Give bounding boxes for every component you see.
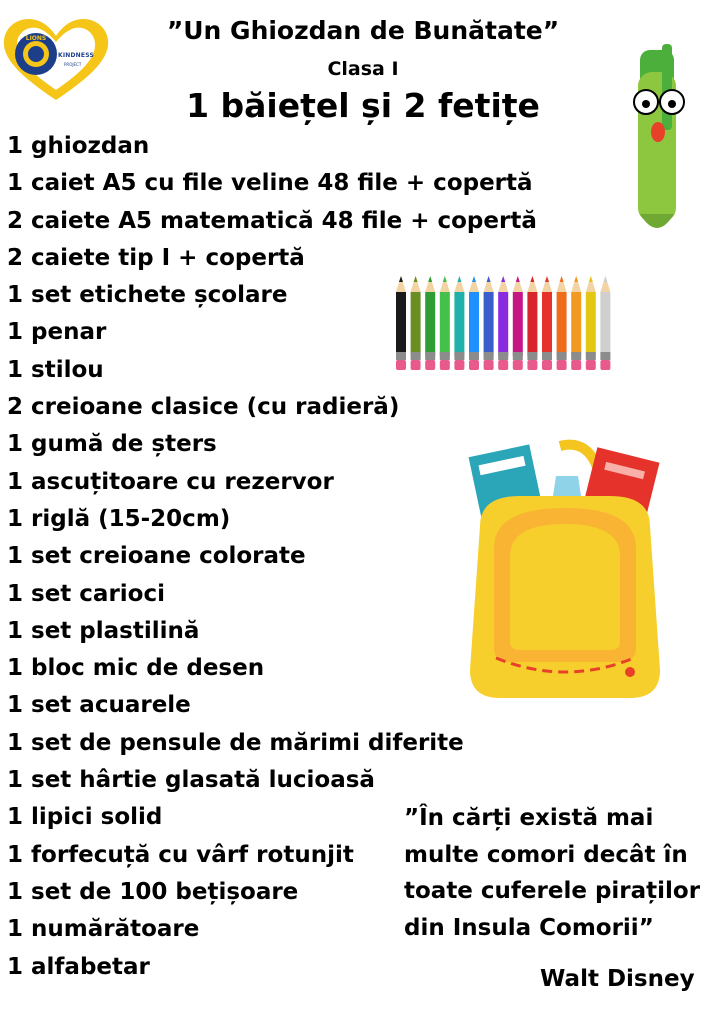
logo-ring-text: LIONS (25, 35, 47, 42)
list-item: 2 caiete A5 matematică 48 file + copertă (7, 207, 537, 234)
list-item: 1 caiet A5 cu file veline 48 file + copertă (7, 170, 533, 197)
list-item: 1 set de pensule de mărimi diferite (7, 729, 464, 756)
lions-heart-logo-icon (0, 14, 112, 104)
list-item: 1 set hârtie glasată lucioasă (7, 767, 375, 794)
list-item: 1 lipici solid (7, 804, 163, 831)
quote-line: din Insula Comorii” (404, 914, 654, 941)
list-item: 1 alfabetar (7, 953, 150, 980)
list-item: 1 stilou (7, 356, 104, 383)
list-item: 1 set carioci (7, 580, 166, 607)
quote-line: multe comori decât în (404, 841, 688, 868)
quote-author: Walt Disney (540, 966, 695, 992)
recipients-label: 1 băiețel și 2 fetițe (186, 86, 540, 125)
logo-text-bottom: PROJECT (64, 62, 82, 67)
quote-line: ”În cărți există mai (404, 805, 654, 831)
list-item: 1 numărătoare (7, 916, 200, 943)
quote-line: toate cuferele piraților (404, 878, 701, 904)
list-item: 1 forfecuță cu vârf rotunjit (7, 841, 354, 868)
list-item: 1 set acuarele (7, 692, 191, 719)
list-item: 2 creioane clasice (cu radieră) (7, 394, 400, 421)
list-item: 1 set de 100 bețișoare (7, 878, 299, 905)
list-item: 1 bloc mic de desen (7, 655, 265, 682)
list-item: 1 set plastilină (7, 617, 200, 644)
list-item: 2 caiete tip I + copertă (7, 244, 305, 271)
logo-text-top: KINDNESS (58, 52, 94, 59)
page-title: ”Un Ghiozdan de Bunătate” (166, 16, 560, 45)
list-item: 1 set etichete școlare (7, 282, 288, 309)
list-item: 1 gumă de șters (7, 431, 217, 458)
class-label: Clasa I (327, 58, 399, 80)
list-item: 1 riglă (15-20cm) (7, 505, 231, 532)
list-item: 1 set creioane colorate (7, 543, 306, 570)
list-item: 1 ascuțitoare cu rezervor (7, 468, 334, 495)
list-item: 1 ghiozdan (7, 133, 150, 159)
pen-with-glasses-icon (618, 42, 708, 238)
quote (404, 800, 722, 946)
list-item: 1 penar (7, 319, 107, 346)
